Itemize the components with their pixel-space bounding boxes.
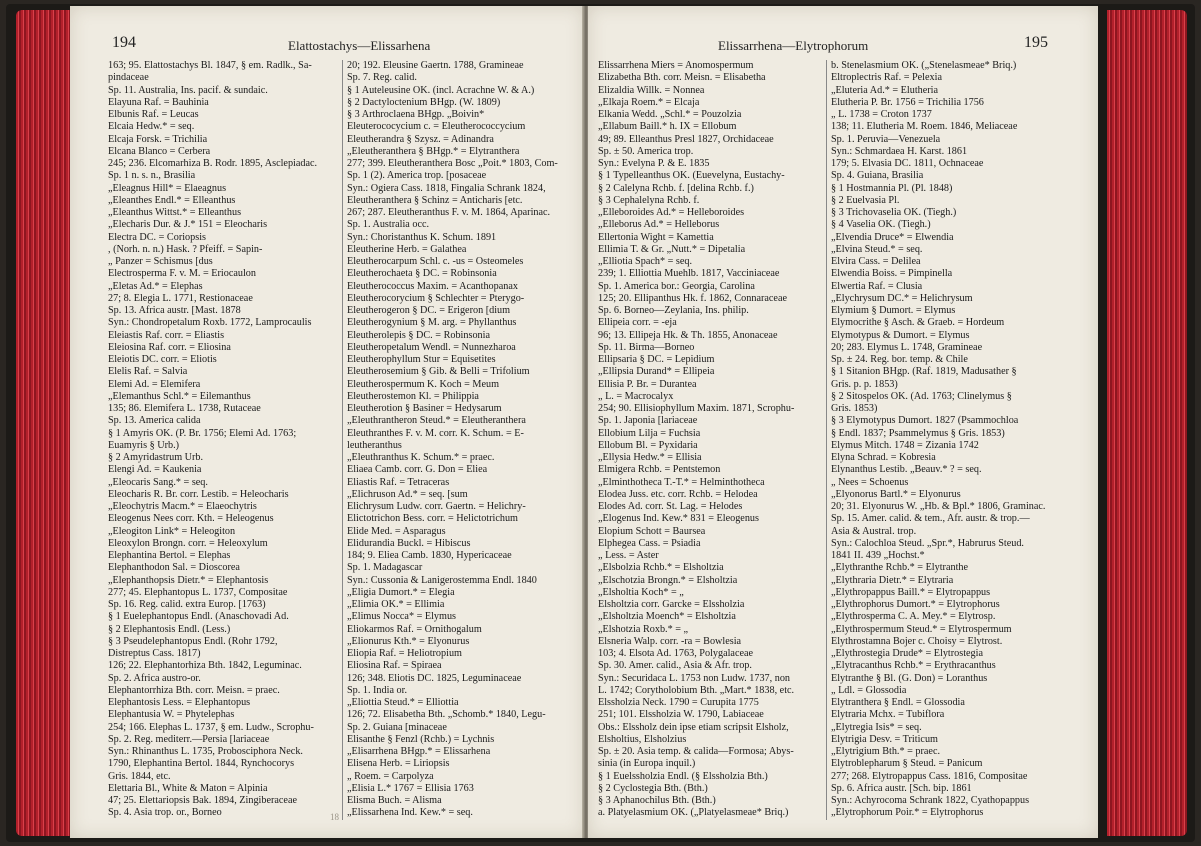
left-column-2 <box>342 60 571 820</box>
entry-line: „Elythrophorus Dumort.* = Elytrophorus <box>831 599 1000 610</box>
entry-line: „Eleutheranthera § BHgp.* = Elytranthera <box>347 145 520 157</box>
entry-line: „Elecharis Dur. & J.* 151 = Eleocharis <box>108 219 268 231</box>
entry-line: „ Roem. = Carpolyza <box>347 770 434 782</box>
entry-line: Eleiastis Raf. corr. = Eliastis <box>108 329 225 341</box>
entry-line: § 1 Amyris OK. (P. Br. 1756; Elemi Ad. 1763; <box>108 427 297 439</box>
entry-line: Eliastis Raf. = Tetraceras <box>347 476 450 488</box>
entry-line: § 2 Elephantosis Endl. (Less.) <box>108 623 231 635</box>
entry-line: Elephantosis Less. = Elephantopus <box>108 697 251 708</box>
entry-line: „Elytrophorum Poir.* = Elytrophorus <box>831 807 984 819</box>
entry-line: 138; 11. Elutheria M. Roem. 1846, Meliaceae <box>831 121 1018 133</box>
entry-line: „ L. 1738 = Croton 1737 <box>831 109 932 120</box>
entry-line: „Elvendia Druce* = Elwendia <box>831 231 954 243</box>
entry-line: Ellertonia Wight = Kamettia <box>598 231 714 243</box>
entry-line: Elodea Juss. etc. corr. Rchb. = Helodea <box>598 488 758 500</box>
entry-line: Elsholtzia corr. Garcke = Elssholzia <box>598 599 745 610</box>
entry-line: Sp. ± 20. Asia temp. & calida—Formosa; Abys- <box>598 746 794 757</box>
entry-line: 245; 236. Elcomarhiza B. Rodr. 1895, Asclepiadac. <box>108 158 318 169</box>
entry-line: Electrosperma F. v. M. = Eriocaulon <box>108 268 256 280</box>
entry-line: 135; 86. Elemifera L. 1738, Rutaceae <box>108 403 261 414</box>
entry-line: Elemi Ad. = Elemifera <box>108 378 201 390</box>
entry-line: „Elsholtzia Moench* = Elsholtzia <box>598 611 736 623</box>
page-number: 194 <box>112 34 136 51</box>
entry-line: § 3 Trichovaselia OK. (Tiegh.) <box>831 207 957 218</box>
entry-line: 239; 1. Elliottia Muehlb. 1817, Vacciniaceae <box>598 268 780 280</box>
entry-line: 20; 192. Eleusine Gaertn. 1788, Gramineae <box>347 60 524 71</box>
entry-line: „Elyonorus Bartl.* = Elyonurus <box>831 488 961 500</box>
entry-line: Syn.: Evelyna P. & E. 1835 <box>598 158 710 169</box>
entry-line: 96; 13. Ellipeja Hk. & Th. 1855, Anonaceae <box>598 329 778 341</box>
entry-line: L. 1742; Corytholobium Bth. „Mart.* 1838, etc. <box>598 684 795 696</box>
entry-line: Electra DC. = Coriopsis <box>108 231 206 243</box>
entry-line: Elytranthera § Endl. = Glossodia <box>831 697 965 708</box>
entry-line: Sp. 1. Japonia [lariaceae <box>598 415 698 427</box>
entry-line: Elodes Ad. corr. St. Lag. = Helodes <box>598 501 743 512</box>
entry-line: Sp. 11. Birma—Borneo <box>598 341 695 353</box>
entry-line: Sp. ± 50. America trop. <box>598 145 694 157</box>
entry-line: „Elminthotheca T.-T.* = Helminthotheca <box>598 476 765 488</box>
entry-line: Eliaea Camb. corr. G. Don = Eliea <box>347 464 488 476</box>
entry-line: „Eleanthes Endl.* = Elleanthus <box>108 194 236 206</box>
entry-line: pindaceae <box>108 72 149 84</box>
entry-line: § 3 Arthroclaena BHgp. „Boivin* <box>347 109 485 120</box>
entry-line: 126; 22. Elephantorhiza Bth. 1842, Leguminac. <box>108 660 302 672</box>
entry-line: Elengi Ad. = Kaukenia <box>108 464 202 476</box>
entry-line: Sp. 1 (2). America trop. [posaceae <box>347 170 487 182</box>
entry-line: 254; 166. Elephas L. 1737, § em. Ludw., Scrophu- <box>108 721 314 733</box>
entry-line: 1841 II. 439 „Hochst.* <box>831 550 925 561</box>
entry-line: „ Panzer = Schismus [dus <box>108 256 213 267</box>
entry-line: Eleoxylon Brongn. corr. = Heleoxylum <box>108 537 268 549</box>
entry-line: Syn.: Achyrocoma Schrank 1822, Cyathopappus <box>831 795 1030 806</box>
entry-line: „Elsholtia Koch* = „ <box>598 586 684 598</box>
entry-line: Elytroblepharum § Steud. = Panicum <box>831 758 983 770</box>
entry-line: Sp. 16. Reg. calid. extra Europ. [1763) <box>108 599 266 610</box>
entry-line: Eliokarmos Raf. = Ornithogalum <box>347 623 482 635</box>
entry-line: „Elythranthe Rchb.* = Elytranthe <box>831 562 969 574</box>
entry-line: „Eleanthus Wittst.* = Elleanthus <box>108 207 242 218</box>
entry-line: Syn.: Schmardaea H. Karst. 1861 <box>831 145 968 157</box>
entry-line: „Elephanthopsis Dietr.* = Elephantosis <box>108 574 269 586</box>
entry-line: , (Norh. n. n.) Hask. ? Pfeiff. = Sapin- <box>108 243 263 255</box>
entry-line: Syn.: Choristanthus K. Schum. 1891 <box>347 231 497 243</box>
entry-line: Elymium § Dumort. = Elymus <box>831 305 956 316</box>
entry-line: Elwertia Raf. = Clusia <box>831 280 923 292</box>
entry-line: § 1 Typelleanthus OK. (Euevelyna, Eustachy- <box>598 170 785 182</box>
entry-line: Eliosina Raf. = Spiraea <box>347 660 442 672</box>
entry-line: „Eleuthrantheron Steud.* = Eleutheranthera <box>347 415 526 427</box>
entry-line: Sp. 1. America bor.: Georgia, Carolina <box>598 280 755 292</box>
entry-line: 277; 45. Elephantopus L. 1737, Compositae <box>108 586 288 598</box>
entry-line: Ellobium Lilja = Fuchsia <box>598 427 701 439</box>
entry-line: Eleuterococycium c. = Eleutherococcycium <box>347 121 526 133</box>
entry-line: Syn.: Rhinanthus L. 1735, Probosciphora Neck. <box>108 746 303 757</box>
entry-line: 179; 5. Elvasia DC. 1811, Ochnaceae <box>831 158 984 169</box>
entry-line: Eleutherospermum K. Koch = Meum <box>347 378 500 390</box>
entry-line: Sp. ± 24. Reg. bor. temp. & Chile <box>831 354 968 365</box>
entry-line: Sp. 2. Reg. mediterr.—Persia [lariaceae <box>108 733 270 745</box>
entry-line: Elephantorrhiza Bth. corr. Meisn. = praec. <box>108 684 280 696</box>
entry-line: 47; 25. Elettariopsis Bak. 1894, Zingiberaceae <box>108 795 297 806</box>
entry-line: § 1 Hostmannia Pl. (Pl. 1848) <box>831 182 953 194</box>
entry-line: Elephantina Bertol. = Elephas <box>108 550 231 561</box>
entry-line: „Elythrosperma C. A. Mey.* = Elytrosp. <box>831 611 996 623</box>
entry-line: Elytranthe § Bl. (G. Don) = Loranthus <box>831 672 988 684</box>
entry-line: „Elytregia Isis* = seq. <box>831 721 922 733</box>
entry-line: Asia & Austral. trop. <box>831 525 917 537</box>
entry-line: § Endl. 1837; Psammelymus § Gris. 1853) <box>831 427 1005 439</box>
entry-line: „Elschotzia Brongn.* = Elsholtzia <box>598 574 738 586</box>
entry-line: 27; 8. Elegia L. 1771, Restionaceae <box>108 292 253 304</box>
entry-line: Elphegea Cass. = Psiadia <box>598 537 701 549</box>
entry-line: Elsneria Walp. corr. -ra = Bowlesia <box>598 635 742 647</box>
entry-line: 277; 268. Elytropappus Cass. 1816, Compositae <box>831 770 1028 782</box>
entry-line: Elythrostamna Bojer c. Choisy = Elytrost. <box>831 635 1003 647</box>
entry-line: § 1 Sitanion BHgp. (Raf. 1819, Madusather § <box>831 366 1017 378</box>
entry-line: Eleutherococcus Maxim. = Acanthopanax <box>347 280 518 292</box>
entry-line: § 1 Euelssholzia Endl. (§ Elssholzia Bth.) <box>598 770 768 782</box>
entry-line: „Elichruson Ad.* = seq. [sum <box>347 488 468 500</box>
entry-line: a. Platyelasmium OK. („Platyelasmeae* Briq.) <box>598 807 789 819</box>
entry-line: 277; 399. Eleutheranthera Bosc „Poit.* 1803, Com- <box>347 158 558 169</box>
entry-line: „Eleuthranthus K. Schum.* = praec. <box>347 452 495 463</box>
entry-line: 126; 348. Eliotis DC. 1825, Leguminaceae <box>347 672 522 684</box>
entry-line: § 1 Auteleusine OK. (incl. Acrachne W. & A.) <box>347 84 535 96</box>
entry-line: Syn.: Cussonia & Lanigerostemma Endl. 1840 <box>347 574 537 586</box>
entry-line: „Eleogiton Link* = Heleogiton <box>108 525 236 537</box>
entry-line: Syn.: Chondropetalum Roxb. 1772, Lamprocaulis <box>108 317 312 329</box>
entry-line: Elissarrhena Miers = Anomospermum <box>598 60 754 71</box>
entry-line: 1790, Elephantina Bertol. 1844, Rynchocorys <box>108 758 295 770</box>
entry-line: § 2 Calelyna Rchb. f. [delina Rchb. f.) <box>598 182 754 194</box>
entry-line: Sp. 4. Asia trop. or., Borneo <box>108 807 222 819</box>
entry-line: Eleutherocorycium § Schlechter = Pterygo- <box>347 292 525 304</box>
entry-line: „Ellysia Hedw.* = Ellisia <box>598 452 702 463</box>
entry-line: Elyna Schrad. = Kobresia <box>831 452 936 463</box>
entry-line: Eleutheranthera § Schinz = Anticharis [etc. <box>347 194 523 206</box>
entry-line: Elide Med. = Asparagus <box>347 525 446 537</box>
entry-line: „Eliottia Steud.* = Elliottia <box>347 697 459 708</box>
entry-line: „Eligia Dumort.* = Elegia <box>347 586 455 598</box>
entry-line: Elmigera Rchb. = Pentstemon <box>598 464 721 476</box>
entry-line: Eltroplectris Raf. = Pelexia <box>831 72 942 84</box>
entry-line: sinia (in Europa inquil.) <box>598 758 696 770</box>
left-page <box>70 6 584 838</box>
entry-line: Elbunis Raf. = Leucas <box>108 109 199 120</box>
entry-line: Sp. 2. Guiana [minaceae <box>347 721 447 733</box>
entry-line: Syn.: Calochloa Steud. „Spr.*, Habrurus Steud. <box>831 537 1024 549</box>
entry-line: 103; 4. Elsota Ad. 1763, Polygalaceae <box>598 648 754 659</box>
entry-line: Elymocrithe § Asch. & Graeb. = Hordeum <box>831 317 1005 329</box>
entry-line: „Elytrigium Bth.* = praec. <box>831 746 941 757</box>
entry-line: „ Nees = Schoenus <box>831 476 909 488</box>
entry-line: „Elythraria Dietr.* = Elytraria <box>831 574 954 586</box>
entry-line: Sp. 1. Madagascar <box>347 562 423 574</box>
entry-line: Elymotypus & Dumort. = Elymus <box>831 329 970 341</box>
entry-line: Elisma Buch. = Alisma <box>347 795 442 806</box>
entry-line: Gris. p. p. 1853) <box>831 378 898 390</box>
entry-line: Elvira Cass. = Delilea <box>831 256 921 267</box>
entry-line: Elelis Raf. = Salvia <box>108 366 188 378</box>
entry-line: Sp. 15. Amer. calid. & tem., Afr. austr. & trop.— <box>831 513 1030 525</box>
entry-line: b. Stenelasmium OK. („Stenelasmeae* Briq.) <box>831 60 1017 71</box>
entry-line: Eleutherophyllum Stur = Equisetites <box>347 354 496 365</box>
entry-line: „ Less. = Aster <box>598 550 659 561</box>
entry-line: Eleutherostemon Kl. = Philippia <box>347 390 479 402</box>
entry-line: Ellipeia corr. = -eja <box>598 317 677 329</box>
left-page-header <box>70 34 584 58</box>
entry-line: Sp. 6. Borneo—Zeylania, Ins. philip. <box>598 305 749 316</box>
entry-line: § 2 Cyclostegia Bth. (Bth.) <box>598 782 708 794</box>
entry-line: „Elleborus Ad.* = Helleborus <box>598 219 720 231</box>
entry-line: „Eletas Ad.* = Elephas <box>108 280 203 292</box>
entry-line: Elynanthus Lestib. „Beauv.* ? = seq. <box>831 464 982 476</box>
entry-line: § 2 Dactyloctenium BHgp. (W. 1809) <box>347 96 501 108</box>
entry-line: Eleutherine Herb. = Galathea <box>347 243 467 255</box>
entry-line: 267; 287. Eleutheranthus F. v. M. 1864, Aparinac. <box>347 207 551 218</box>
entry-line: 163; 95. Elattostachys Bl. 1847, § em. Radlk., Sa- <box>108 60 312 71</box>
entry-line: Eleutherogeron § DC. = Erigeron [dium <box>347 305 511 316</box>
entry-line: Eleogenus Nees corr. Kth. = Heleogenus <box>108 513 274 525</box>
entry-line: 184; 9. Eliea Camb. 1830, Hypericaceae <box>347 550 512 561</box>
entry-line: 254; 90. Ellisiophyllum Maxim. 1871, Scrophu- <box>598 403 795 414</box>
entry-line: Elopium Schott = Baursea <box>598 525 706 537</box>
entry-line: § 3 Cephalelyna Rchb. f. <box>598 194 700 206</box>
entry-line: Elsholtius, Elsholzius <box>598 733 687 745</box>
entry-line: Elssholzia Neck. 1790 = Curupita 1775 <box>598 697 759 708</box>
entry-line: Sp. 2. Africa austro-or. <box>108 672 201 684</box>
entry-line: Eleutherotion § Basiner = Hedysarum <box>347 403 502 414</box>
entry-line: „Ellabum Baill.* h. IX = Ellobum <box>598 121 737 133</box>
entry-line: Elidurandia Buckl. = Hibiscus <box>347 537 471 549</box>
entry-line: Eleutherandra § Szysz. = Adinandra <box>347 133 494 145</box>
entry-line: „Elisarrhena BHgp.* = Elissarhena <box>347 746 491 757</box>
entry-line: Sp. 13. Africa austr. [Mast. 1878 <box>108 305 241 316</box>
entry-line: § 4 Vaselia OK. (Tiegh.) <box>831 219 931 231</box>
entry-line: Elkania Wedd. „Schl.* = Pouzolzia <box>598 109 742 120</box>
entry-line: 20; 31. Elyonurus W. „Hb. & Bpl.* 1806, Graminac. <box>831 501 1046 512</box>
entry-line: „Elythrospermum Steud.* = Elytrospermum <box>831 623 1012 635</box>
entry-line: Obs.: Elssholz dein ipse etiam scripsit Elsholz, <box>598 721 789 733</box>
entry-line: Sp. 13. America calida <box>108 415 201 427</box>
entry-line: § 2 Amyridastrum Urb. <box>108 452 204 463</box>
running-title: Elattostachys—Elissarhena <box>288 38 431 53</box>
entry-line: Elayuna Raf. = Bauhinia <box>108 96 209 108</box>
entry-line: Eleuthranthes F. v. M. corr. K. Schum. = E- <box>347 427 524 439</box>
entry-line: „Elogenus Ind. Kew.* 831 = Eleogenus <box>598 513 759 525</box>
entry-line: „Elliotia Spach* = seq. <box>598 256 693 267</box>
entry-line: 126; 72. Elisabetha Bth. „Schomb.* 1840, Legu- <box>347 709 546 721</box>
entry-line: Sp. 30. Amer. calid., Asia & Afr. trop. <box>598 660 752 672</box>
entry-line: Eleocharis R. Br. corr. Lestib. = Heleocharis <box>108 488 289 500</box>
entry-line: Eleutheropetalum Wendl. = Nunnezharoa <box>347 341 516 353</box>
entry-line: § 3 Aphanochilus Bth. (Bth.) <box>598 795 716 806</box>
entry-line: „Elythrostegia Drude* = Elytrostegia <box>831 648 984 659</box>
entry-line: Elwendia Boiss. = Pimpinella <box>831 268 953 280</box>
entry-line: „Elimia OK.* = Ellimia <box>347 599 445 610</box>
entry-line: Sp. 11. Australia, Ins. pacif. & sundaic. <box>108 84 268 96</box>
entry-line: „Eleochytris Macm.* = Elaeochytris <box>108 501 257 512</box>
entry-line: Sp. 1. Australia occ. <box>347 219 430 231</box>
right-column-1 <box>598 60 822 820</box>
right-page <box>588 6 1098 838</box>
entry-line: Elettaria Bl., White & Maton = Alpinia <box>108 782 268 794</box>
entry-line: „Elshotzia Roxb.* = „ <box>598 623 689 635</box>
entry-line: Elisena Herb. = Liriopsis <box>347 758 450 770</box>
entry-line: Elephantusia W. = Phytelephas <box>108 709 235 721</box>
entry-line: Syn.: Securidaca L. 1753 non Ludw. 1737, non <box>598 672 791 684</box>
left-column-1 <box>108 60 332 820</box>
entry-line: „Eleocaris Sang.* = seq. <box>108 476 208 488</box>
page-edge-right <box>1107 10 1187 836</box>
entry-line: Elizaldia Willk. = Nonnea <box>598 84 705 96</box>
entry-line: Eleiosina Raf. corr. = Eliosina <box>108 341 231 353</box>
entry-line: „Elsbolzia Rchb.* = Elsholtzia <box>598 562 724 574</box>
entry-line: Sp. 7. Reg. calid. <box>347 72 417 84</box>
entry-line: Distreptus Cass. 1817) <box>108 648 201 659</box>
entry-line: „Ellipsia Durand* = Ellipeia <box>598 366 715 378</box>
entry-line: Ellipsaria § DC. = Lepidium <box>598 354 715 365</box>
entry-line: „Elionurus Kth.* = Elyonurus <box>347 635 470 647</box>
entry-line: Eleiotis DC. corr. = Eliotis <box>108 354 217 365</box>
entry-line: § 3 Elymotypus Dumort. 1827 (Psammochloa <box>831 415 1019 427</box>
entry-line: „Elimus Nocca* = Elymus <box>347 611 457 623</box>
entry-line: Eleutherocarpum Schl. c. -us = Osteomeles <box>347 256 524 267</box>
entry-line: Eleutherosemium § Gib. & Belli = Trifolium <box>347 366 530 378</box>
entry-line: „Elytracanthus Rchb.* = Erythracanthus <box>831 660 996 672</box>
entry-line: 251; 101. Elssholzia W. 1790, Labiaceae <box>598 709 764 721</box>
entry-line: Elytrigia Desv. = Triticum <box>831 733 938 745</box>
entry-line: „Elleboroides Ad.* = Helleboroides <box>598 207 745 218</box>
entry-line: „Elisia L.* 1767 = Ellisia 1763 <box>347 782 474 794</box>
entry-line: Sp. 1 n. s. n., Brasilia <box>108 170 196 182</box>
entry-line: „Elythropappus Baill.* = Elytropappus <box>831 586 991 598</box>
entry-line: Sp. 4. Guiana, Brasilia <box>831 170 924 182</box>
entry-line: Gris. 1844, etc. <box>108 770 171 782</box>
entry-line: Elymus Mitch. 1748 = Zizania 1742 <box>831 439 979 451</box>
entry-line: „Elkaja Roem.* = Elcaja <box>598 96 700 108</box>
running-title: Elissarrhena—Elytrophorum <box>718 38 869 53</box>
entry-line: „Eluteria Ad.* = Elutheria <box>831 84 939 96</box>
right-page-header <box>588 34 1098 58</box>
entry-line: Elisanthe § Fenzl (Rchb.) = Lychnis <box>347 733 495 745</box>
entry-line: Elutheria P. Br. 1756 = Trichilia 1756 <box>831 96 984 108</box>
entry-line: 20; 283. Elymus L. 1748, Gramineae <box>831 341 983 353</box>
page-number: 195 <box>1024 34 1048 51</box>
entry-line: Sp. 1. India or. <box>347 684 407 696</box>
entry-line: „ L. = Macrocalyx <box>598 390 674 402</box>
entry-line: 49; 89. Elleanthus Presl 1827, Orchidaceae <box>598 133 774 145</box>
entry-line: „Elissarhena Ind. Kew.* = seq. <box>347 807 473 819</box>
entry-line: „Eleagnus Hill* = Elaeagnus <box>108 182 227 194</box>
entry-line: Ellimia T. & Gr. „Nutt.* = Dipetalia <box>598 243 746 255</box>
entry-line: Elichrysum Ludw. corr. Gaertn. = Helichry- <box>347 501 526 512</box>
entry-line: „Elychrysum DC.* = Helichrysum <box>831 292 973 304</box>
page-edge-left <box>16 10 78 836</box>
entry-line: Elephanthodon Sal. = Dioscorea <box>108 562 240 574</box>
entry-line: „Elvina Steud.* = seq. <box>831 243 923 255</box>
entry-line: Sp. 1. Peruvia—Venezuela <box>831 133 941 145</box>
entry-line: Ellobum Bl. = Pyxidaria <box>598 439 698 451</box>
entry-line: Elizabetha Bth. corr. Meisn. = Elisabetha <box>598 72 766 84</box>
entry-line: Elcaja Forsk. = Trichilia <box>108 133 208 145</box>
entry-line: Eleutherolepis § DC. = Robinsonia <box>347 329 490 341</box>
entry-line: 125; 20. Ellipanthus Hk. f. 1862, Connaraceae <box>598 292 787 304</box>
entry-line: Eleutherochaeta § DC. = Robinsonia <box>347 268 497 280</box>
entry-line: Gris. 1853) <box>831 403 878 414</box>
entry-line: „ Ldl. = Glossodia <box>831 684 907 696</box>
entry-line: Sp. 6. Africa austr. [Sch. bip. 1861 <box>831 782 972 794</box>
entry-line: § 1 Euelephantopus Endl. (Anaschovadi Ad. <box>108 611 289 623</box>
entry-line: Elytraria Mchx. = Tubiflora <box>831 709 945 721</box>
entry-line: leutheranthus <box>347 439 402 451</box>
entry-line: „Elemanthus Schl.* = Eilemanthus <box>108 390 251 402</box>
entry-line: § 3 Pseudelephantopus Endl. (Rohr 1792, <box>108 635 278 647</box>
entry-line: Ellisia P. Br. = Durantea <box>598 378 697 390</box>
page-footer: 18 <box>330 812 339 822</box>
entry-line: Eleutherogynium § M. arg. = Phyllanthus <box>347 317 517 329</box>
entry-line: § 2 Euelvasia Pl. <box>831 194 900 206</box>
entry-line: Elcana Blanco = Cerbera <box>108 145 211 157</box>
entry-line: § 2 Sitospelos OK. (Ad. 1763; Clinelymus § <box>831 390 1012 402</box>
entry-line: Syn.: Ogiera Cass. 1818, Fingalia Schrank 1824, <box>347 182 546 194</box>
entry-line: Elictotrichon Bess. corr. = Helictotrichum <box>347 513 518 525</box>
entry-line: Elcaia Hedw.* = seq. <box>108 121 195 133</box>
entry-line: Euamyris § Urb.) <box>108 439 180 451</box>
right-column-2 <box>826 60 1055 820</box>
entry-line: Eliopia Raf. = Heliotropium <box>347 648 462 659</box>
